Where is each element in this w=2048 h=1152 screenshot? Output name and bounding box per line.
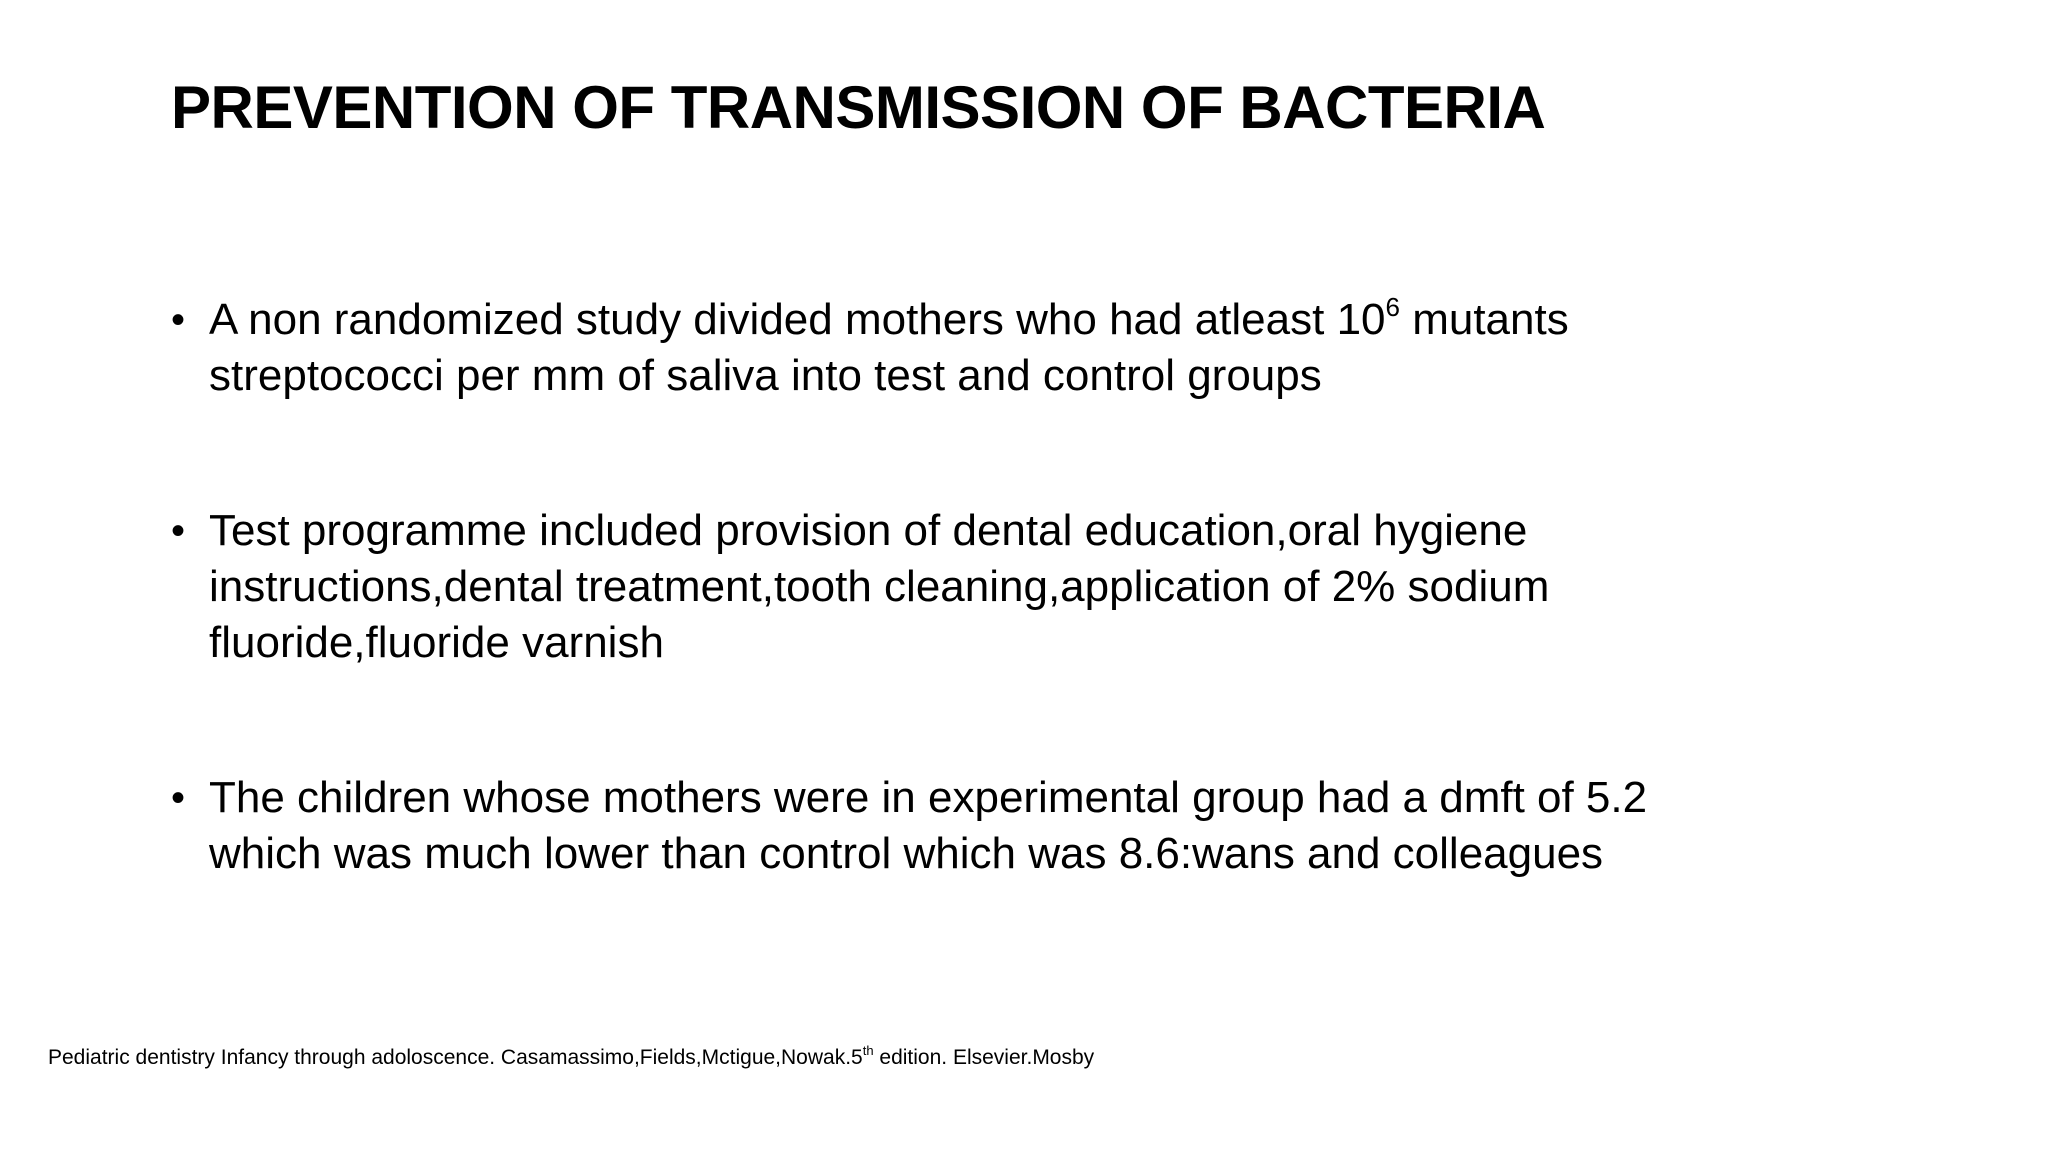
bullet-line: Test programme included provision of dental education,oral hygiene <box>209 506 1528 555</box>
bullet-line <box>209 292 1891 348</box>
bullet-line: instructions,dental treatment,tooth cleaning,application of 2% sodium <box>209 562 1550 611</box>
bullet-line: fluoride,fluoride varnish <box>209 618 664 667</box>
bullet-line: which was much lower than control which was 8.6:wans and colleagues <box>209 829 1604 878</box>
bullet-item <box>171 770 1891 882</box>
bullet-icon: • <box>171 298 186 342</box>
bullet-text: mutants <box>1399 295 1569 344</box>
reference-text: Pediatric dentistry Infancy through adoloscence. Casamassimo,Fields,Mctigue,Nowak.5 <box>48 1046 863 1069</box>
bullet-icon: • <box>171 776 186 820</box>
bullet-item <box>171 292 1891 404</box>
bullet-line: The children whose mothers were in experimental group had a dmft of 5.2 <box>209 773 1648 822</box>
reference-citation <box>48 1044 1094 1072</box>
bullet-icon: • <box>171 509 186 553</box>
bullet-list <box>171 292 1891 882</box>
slide-title: PREVENTION OF TRANSMISSION OF BACTERIA <box>171 74 1546 141</box>
bullet-text: A non randomized study divided mothers who had atleast 10 <box>209 295 1386 344</box>
bullet-line: streptococci per mm of saliva into test and control groups <box>209 351 1322 400</box>
reference-text: edition. Elsevier.Mosby <box>873 1046 1095 1069</box>
superscript: 6 <box>1385 292 1400 322</box>
bullet-item <box>171 503 1891 671</box>
superscript: th <box>862 1043 874 1058</box>
